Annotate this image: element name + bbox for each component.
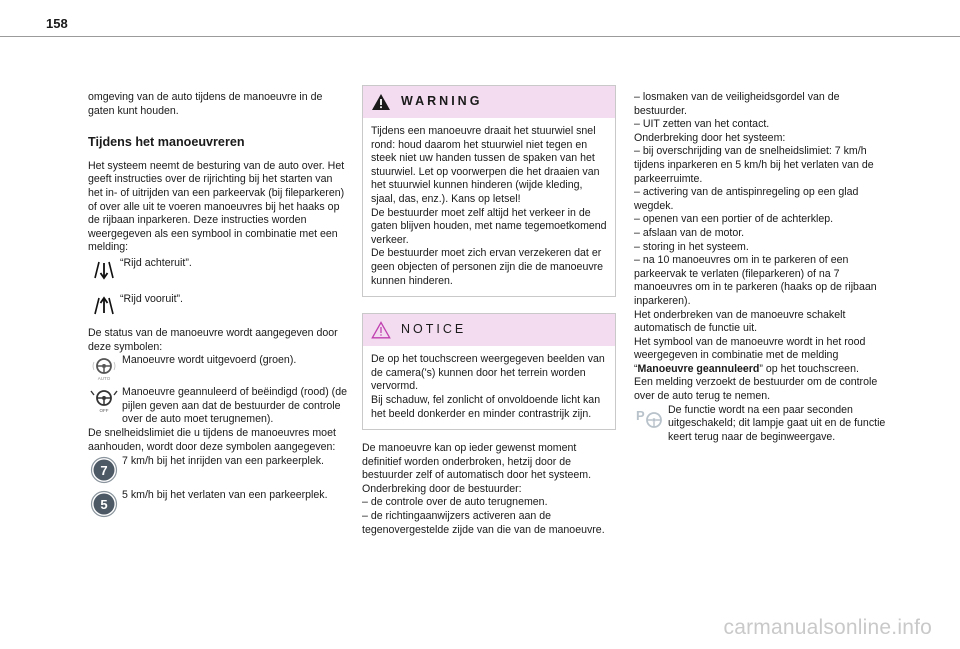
notice-header bbox=[363, 314, 615, 346]
speed-5-row bbox=[88, 489, 350, 519]
auto-label: AUTO bbox=[97, 376, 111, 382]
list-item: – openen van een portier of de achterklep. bbox=[634, 213, 834, 226]
section-heading: Tijdens het manoeuvreren bbox=[88, 135, 245, 150]
paragraph: Het onderbreken van de manoeuvre schakelt automatisch de functie uit. bbox=[634, 308, 846, 335]
paragraph: Onderbreking door het systeem: bbox=[634, 131, 786, 144]
speed-limit-5-icon bbox=[88, 489, 120, 519]
speed-7-row bbox=[88, 455, 350, 485]
warning-text: De bestuurder moet zelf altijd het verkeer in de gaten blijven houden, met name tegemoetkomend verkeer. bbox=[371, 206, 607, 246]
warning-text: Tijdens een manoeuvre draait het stuurwiel snel rond: houd daarom het stuurwiel niet tegen en steek niet uw handen tussen de spaken van het stuurwiel. Let op voorwerpen die het draaien van het stuurwiel kunnen hinderen (wijde kleding, sjaal, das, enz.). Kans op letsel! bbox=[371, 125, 600, 205]
paragraph: De manoeuvre kan op ieder gewenst moment definitief worden onderbroken, hetzij door de bestuurder zelf of automatisch door het systeem. bbox=[362, 442, 592, 482]
warning-triangle-icon bbox=[371, 93, 391, 111]
list-item: – storing in het systeem. bbox=[634, 240, 749, 253]
speed-limit-7-icon bbox=[88, 455, 120, 485]
forward-instruction-row bbox=[88, 293, 350, 319]
warning-title: WARNING bbox=[401, 94, 483, 109]
page-number: 158 bbox=[46, 16, 68, 31]
forward-label: “Rijd vooruit”. bbox=[120, 292, 183, 305]
notice-text: Bij schaduw, fel zonlicht of onvoldoende licht kan het beeld donkerder en minder contrastrijk zijn. bbox=[371, 393, 601, 420]
status-green-text: Manoeuvre wordt uitgevoerd (groen). bbox=[122, 354, 297, 367]
status-red-row bbox=[88, 386, 350, 427]
warning-box bbox=[362, 85, 616, 297]
list-item: – UIT zetten van het contact. bbox=[634, 118, 770, 131]
steering-auto-icon bbox=[88, 354, 120, 382]
list-item: – de controle over de auto terugnemen. bbox=[362, 496, 548, 509]
notice-body bbox=[363, 346, 615, 429]
column-right bbox=[634, 91, 894, 444]
intro-text: omgeving van de auto tijdens de manoeuvre in de gaten kunt houden. bbox=[88, 91, 323, 117]
speed-7-value: 7 bbox=[100, 463, 108, 479]
list-item: – na 10 manoeuvres om in te parkeren of een parkeervak te verlaten (fileparkeren) of na 7 manoeuvres om in te parkeren (haaks op de rijbaan inparkeren). bbox=[634, 254, 877, 307]
status-red-text: Manoeuvre geannuleerd of beëindigd (rood) (de pijlen geven aan dat de bestuurder de controle over de auto moet terugnemen). bbox=[122, 386, 347, 426]
reverse-instruction-row bbox=[88, 257, 350, 283]
text-span: Het symbool van de manoeuvre wordt in het rood weergegeven in combinatie met de melding “ bbox=[634, 335, 866, 375]
forward-arrow-icon bbox=[88, 293, 120, 319]
paragraph bbox=[634, 336, 894, 377]
svg-text:P: P bbox=[636, 407, 645, 423]
speed-5-text: 5 km/h bij het verlaten van een parkeerplek. bbox=[122, 489, 328, 502]
list-item: – bij overschrijding van de snelheidslimiet: 7 km/h tijdens inparkeren en 5 km/h bij het verlaten van de parkeerruimte. bbox=[634, 145, 874, 185]
reverse-arrow-icon bbox=[88, 257, 120, 283]
watermark: carmanualsonline.info bbox=[723, 616, 932, 639]
park-assist-text: De functie wordt na een paar seconden uitgeschakeld; dit lampje gaat uit en de functie keert terug naar de beginweergave. bbox=[668, 403, 886, 443]
list-item: – activering van de antispinregeling op een glad wegdek. bbox=[634, 186, 859, 212]
paragraph: Onderbreking door de bestuurder: bbox=[362, 482, 522, 495]
list-item: – de richtingaanwijzers activeren aan de tegenovergestelde zijde van die van de manoeuvre. bbox=[362, 510, 605, 536]
notice-text: De op het touchscreen weergegeven beelden van de camera('s) kunnen door het terrein worden vervormd. bbox=[371, 353, 605, 393]
warning-text: De bestuurder moet zich ervan verzekeren dat er geen objecten of personen zijn die de manoeuvre kunnen hinderen. bbox=[371, 247, 604, 287]
list-item: – losmaken van de veiligheidsgordel van de bestuurder. bbox=[634, 91, 840, 117]
speed-5-value: 5 bbox=[100, 497, 108, 513]
paragraph: Het systeem neemt de besturing van de auto over. Het geeft instructies over de rijrichting bij het starten van het in- of uitrijden van een parkeervak (bij fileparkeren) of over alle uit te voeren manoeuvres bij het haaks op de rijbaan inparkeren. Deze instructies worden weergegeven als een symbool in combinatie met een melding: bbox=[88, 159, 345, 254]
list-item: – afslaan van de motor. bbox=[634, 226, 745, 239]
paragraph: Een melding verzoekt de bestuurder om de controle over de auto terug te nemen. bbox=[634, 376, 878, 403]
park-assist-row bbox=[634, 404, 894, 445]
steering-off-icon bbox=[88, 386, 120, 414]
paragraph: De snelheidslimiet die u tijdens de manoeuvres moet aanhouden, wordt door deze symbolen aangegeven: bbox=[88, 426, 336, 453]
paragraph: De status van de manoeuvre wordt aangegeven door deze symbolen: bbox=[88, 326, 338, 353]
reverse-label: “Rijd achteruit”. bbox=[120, 256, 192, 269]
speed-7-text: 7 km/h bij het inrijden van een parkeerplek. bbox=[122, 455, 324, 468]
header-rule bbox=[0, 36, 960, 37]
notice-box bbox=[362, 313, 616, 430]
warning-body bbox=[363, 118, 615, 296]
column-middle bbox=[362, 85, 616, 537]
text-span: ” op het touchscreen. bbox=[759, 362, 859, 375]
off-label: OFF bbox=[99, 408, 109, 414]
notice-title: NOTICE bbox=[401, 322, 467, 337]
column-left bbox=[88, 91, 350, 519]
warning-header bbox=[363, 86, 615, 118]
cancel-message: Manoeuvre geannuleerd bbox=[637, 362, 760, 375]
notice-triangle-icon bbox=[371, 321, 391, 339]
status-green-row bbox=[88, 354, 350, 382]
park-assist-lamp-icon bbox=[634, 404, 666, 432]
